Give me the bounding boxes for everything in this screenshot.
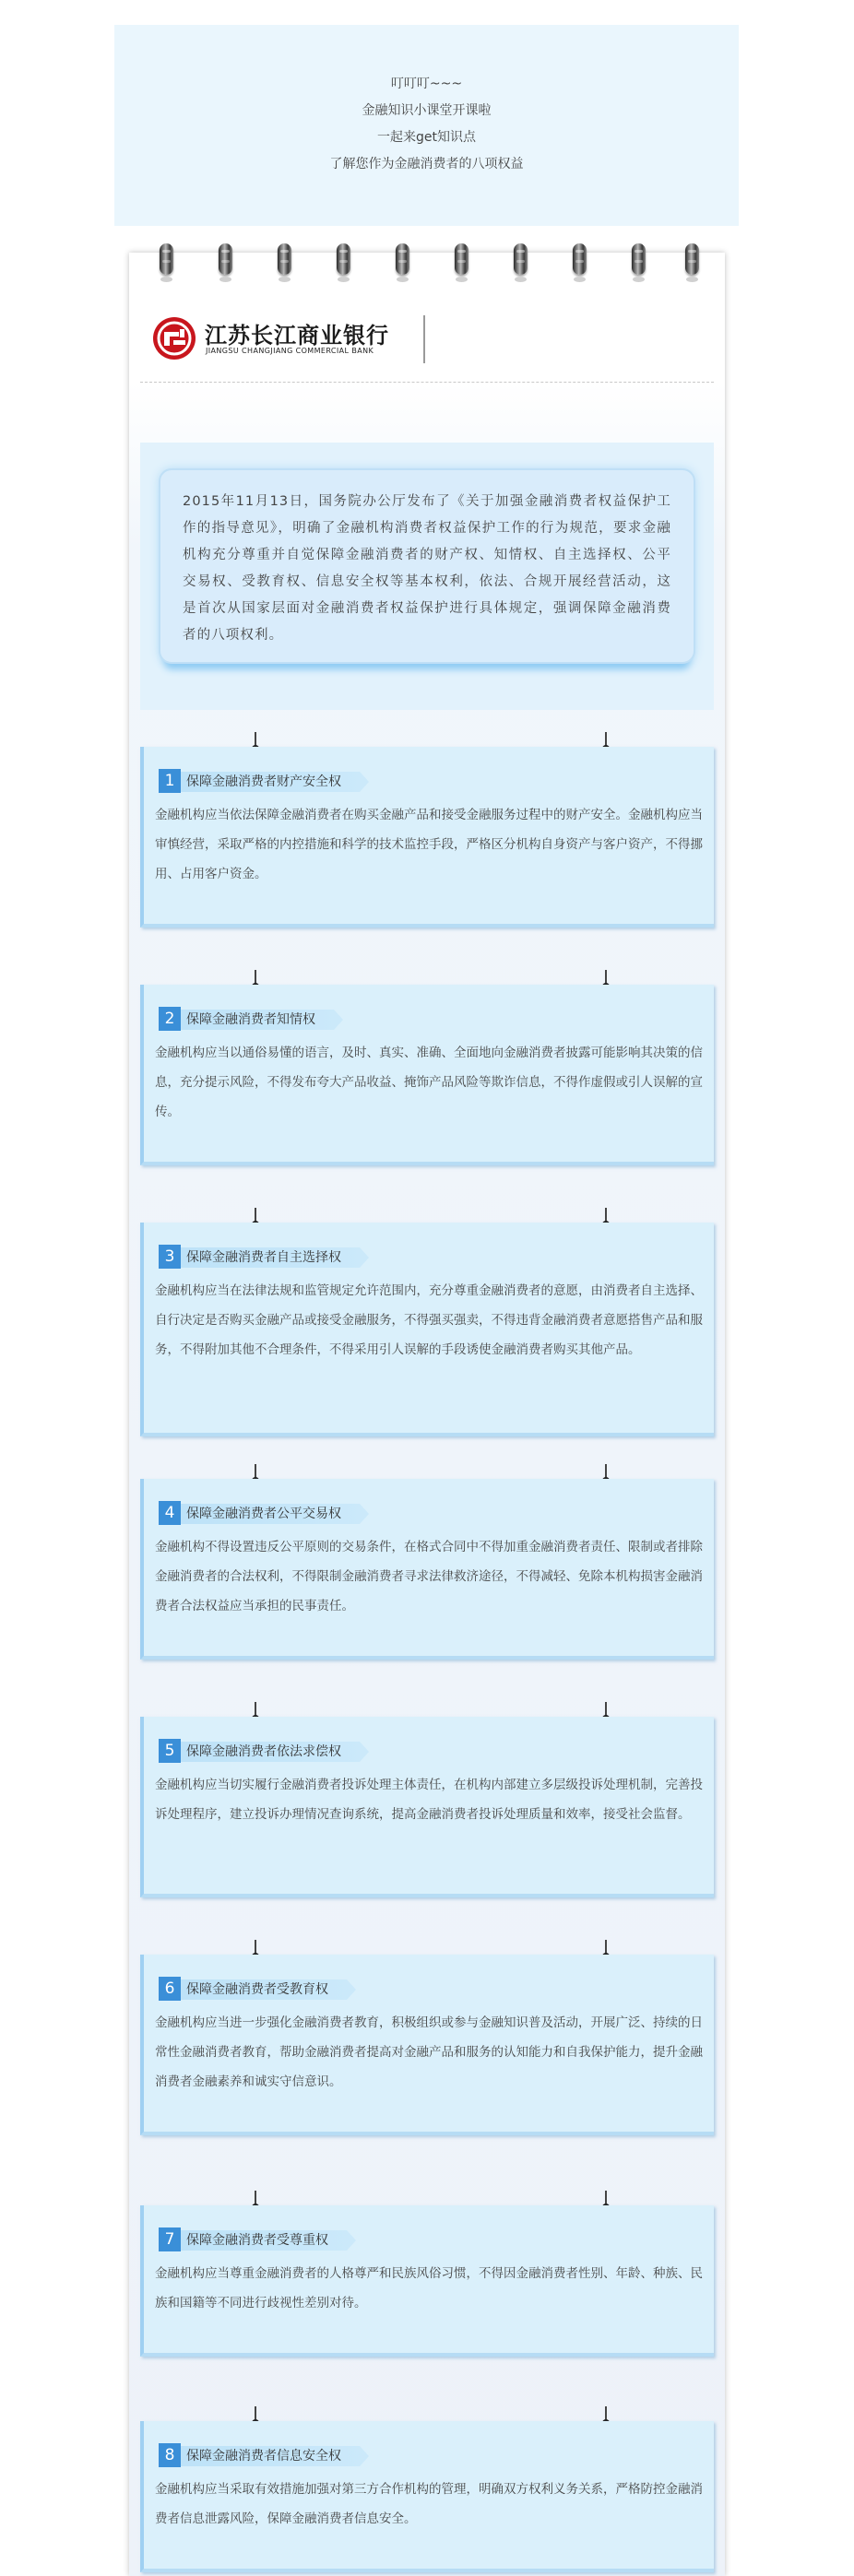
right-title: 保障金融消费者知情权: [181, 1010, 334, 1030]
right-header: [155, 769, 703, 797]
binding-ring-icon: [509, 243, 533, 284]
right-body: 金融机构不得设置违反公平原则的交易条件，在格式合同中不得加重金融消费者责任、限制或者排除金融消费者的合法权利，不得限制金融消费者寻求法律救济途径，不得减轻、免除本机构损害金融消费者合法权益应当承担的民事责任。: [155, 1540, 703, 1613]
right-body: 金融机构应当采取有效措施加强对第三方合作机构的管理，明确双方权利义务关系，严格防控金融消费者信息泄露风险，保障金融消费者信息安全。: [155, 2482, 703, 2526]
right-header: [155, 1245, 703, 1272]
right-number-badge: 2: [159, 1007, 181, 1031]
bank-emblem-icon: [151, 315, 197, 361]
right-header: [155, 1977, 703, 2004]
right-header: [155, 1501, 703, 1529]
right-number-badge: 3: [159, 1245, 181, 1269]
announcement-box: [159, 468, 695, 664]
right-card: [140, 1479, 714, 1660]
right-body: 金融机构应当以通俗易懂的语言，及时、真实、准确、全面地向金融消费者披露可能影响其决策的信息，充分提示风险，不得发布夸大产品收益、掩饰产品风险等欺诈信息，不得作虚假或引人误解的宣传。: [155, 1046, 703, 1119]
right-body: 金融机构应当尊重金融消费者的人格尊严和民族风俗习惯，不得因金融消费者性别、年龄、种族、民族和国籍等不同进行歧视性差别对待。: [155, 2266, 703, 2310]
right-card: [140, 2421, 714, 2572]
binding-ring-icon: [450, 243, 474, 284]
right-body: 金融机构应当依法保障金融消费者在购买金融产品和接受金融服务过程中的财产安全。金融机构应当审慎经营，采取严格的内控措施和科学的技术监控手段，严格区分机构自身资产与客户资产，不得挪用、占用客户资金。: [155, 808, 703, 881]
right-card: [140, 1223, 714, 1436]
intro-line-4: 了解您作为金融消费者的八项权益: [329, 157, 524, 171]
right-header: [155, 2227, 703, 2255]
right-title: 保障金融消费者自主选择权: [181, 1247, 360, 1268]
right-header: [155, 2443, 703, 2471]
logo-divider: [423, 315, 425, 363]
notebook-page: [129, 253, 725, 2576]
right-header: [155, 1007, 703, 1034]
right-number-badge: 1: [159, 769, 181, 793]
right-title: 保障金融消费者财产安全权: [181, 772, 360, 792]
right-body: 金融机构应当进一步强化金融消费者教育，积极组织或参与金融知识普及活动，开展广泛、持续的日常性金融消费者教育，帮助金融消费者提高对金融产品和服务的认知能力和自我保护能力，提升金融消费者金融素养和诚实守信意识。: [155, 2015, 703, 2089]
intro-line-2: 金融知识小课堂开课啦: [362, 103, 492, 118]
bank-name-en: JIANGSU CHANGJIANG COMMERCIAL BANK: [206, 347, 374, 355]
right-header: [155, 1739, 703, 1767]
right-number-badge: 8: [159, 2443, 181, 2467]
binding-ring-icon: [568, 243, 592, 284]
right-title: 保障金融消费者公平交易权: [181, 1504, 360, 1524]
right-title: 保障金融消费者依法求偿权: [181, 1742, 360, 1762]
intro-line-1: 叮叮叮~~~: [390, 77, 463, 91]
intro-line-3: 一起来get知识点: [377, 130, 476, 145]
binding-ring-icon: [681, 243, 705, 284]
right-number-badge: 6: [159, 1977, 181, 2001]
right-card: [140, 1955, 714, 2135]
dashed-separator: [140, 382, 714, 383]
right-title: 保障金融消费者信息安全权: [181, 2446, 360, 2466]
binding-ring-icon: [332, 243, 356, 284]
right-card: [140, 1717, 714, 1897]
announcement-text: 2015年11月13日，国务院办公厅发布了《关于加强金融消费者权益保护工作的指导意见》，明确了金融机构消费者权益保护工作的行为规范，要求金融机构充分尊重并自觉保障金融消费者的财产权、知情权、自主选择权、公平交易权、受教育权、信息安全权等基本权利，依法、合规开展经营活动，这是首次从国家层面对金融消费者权益保护进行具体规定，强调保障金融消费者的八项权利。: [183, 494, 671, 643]
binding-ring-icon: [391, 243, 415, 284]
right-card: [140, 2205, 714, 2357]
bank-logo: [151, 313, 446, 365]
right-title: 保障金融消费者受尊重权: [181, 2230, 347, 2251]
right-card: [140, 985, 714, 1165]
right-title: 保障金融消费者受教育权: [181, 1979, 347, 2000]
right-body: 金融机构应当在法律法规和监管规定允许范围内，充分尊重金融消费者的意愿，由消费者自主选择、自行决定是否购买金融产品或接受金融服务，不得强买强卖，不得违背金融消费者意愿搭售产品和服务，不得附加其他不合理条件，不得采用引人误解的手段诱使金融消费者购买其他产品。: [155, 1283, 703, 1357]
intro-banner: [114, 25, 739, 226]
spiral-binding: [129, 253, 725, 290]
bank-name-cn: 江苏长江商业银行: [205, 323, 389, 349]
right-number-badge: 4: [159, 1501, 181, 1525]
right-card: [140, 747, 714, 928]
binding-ring-icon: [155, 243, 179, 284]
right-number-badge: 5: [159, 1739, 181, 1763]
right-body: 金融机构应当切实履行金融消费者投诉处理主体责任，在机构内部建立多层级投诉处理机制，完善投诉处理程序，建立投诉办理情况查询系统，提高金融消费者投诉处理质量和效率，接受社会监督。: [155, 1778, 703, 1822]
binding-ring-icon: [273, 243, 297, 284]
binding-ring-icon: [627, 243, 651, 284]
right-number-badge: 7: [159, 2227, 181, 2251]
binding-ring-icon: [214, 243, 238, 284]
